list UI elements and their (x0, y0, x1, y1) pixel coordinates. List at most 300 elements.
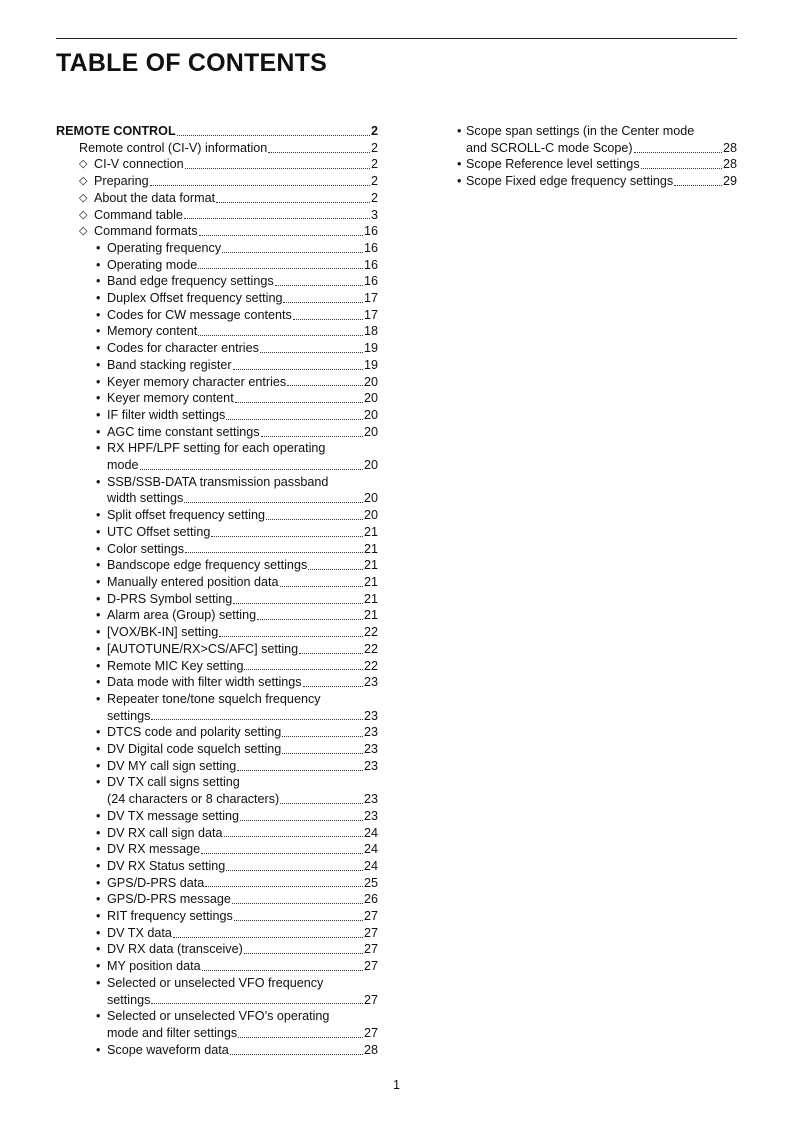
bullet-icon: • (96, 424, 101, 439)
toc-entry-page: 20 (363, 407, 378, 422)
toc-entry[interactable] (56, 474, 378, 507)
toc-entry-body (97, 574, 378, 591)
toc-entry-body (97, 541, 378, 558)
toc-entry[interactable] (56, 440, 378, 473)
dot-leader (287, 385, 363, 386)
toc-entry-page: 23 (363, 758, 378, 773)
toc-entry-page: 23 (363, 675, 378, 690)
toc-entry[interactable] (56, 424, 378, 441)
dot-leader (151, 719, 363, 720)
toc-entry[interactable] (56, 524, 378, 541)
toc-entry-line (107, 741, 378, 758)
toc-entry-title: GPS/D-PRS message (107, 892, 231, 907)
dot-leader (303, 686, 363, 687)
toc-entry[interactable] (56, 607, 378, 624)
dot-leader (198, 268, 363, 269)
dot-leader (268, 152, 370, 153)
toc-entry[interactable] (56, 758, 378, 775)
toc-entry-body (97, 507, 378, 524)
toc-entry-title: Split offset frequency setting (107, 508, 265, 523)
toc-entry[interactable] (56, 357, 378, 374)
toc-entry-title: Scope Reference level settings (466, 157, 640, 172)
toc-entry-body (79, 190, 378, 207)
toc-entry-title: UTC Offset setting (107, 524, 211, 539)
bullet-icon: • (96, 875, 101, 890)
toc-entry-title: Keyer memory content (107, 391, 234, 406)
bullet-icon: • (96, 675, 101, 690)
toc-entry-line (107, 273, 378, 290)
dot-leader (257, 619, 363, 620)
toc-entry-line (107, 908, 378, 925)
toc-entry[interactable] (56, 257, 378, 274)
toc-entry-title: DV RX message (107, 842, 201, 857)
toc-entry-line (107, 825, 378, 842)
toc-entry-page: 22 (363, 658, 378, 673)
dot-leader (641, 168, 722, 169)
toc-entry-title: Duplex Offset frequency setting (107, 291, 283, 306)
toc-entry-title: DV RX call sign data (107, 825, 223, 840)
toc-entry-title: IF filter width settings (107, 407, 226, 422)
toc-entry[interactable] (56, 1042, 378, 1059)
toc-entry-body (97, 257, 378, 274)
toc-entry-page: 23 (363, 808, 378, 823)
dot-leader (244, 669, 363, 670)
toc-entry-page: 21 (363, 608, 378, 623)
bullet-icon: • (96, 975, 101, 990)
toc-entry-line (107, 875, 378, 892)
toc-entry-body (456, 123, 737, 156)
toc-entry-title: Command table (94, 207, 183, 222)
toc-entry-line (107, 307, 378, 324)
toc-entry-line (466, 173, 737, 190)
toc-entry-line (56, 123, 378, 140)
toc-entry-title: Color settings (107, 541, 184, 556)
dot-leader (244, 953, 363, 954)
toc-entry[interactable] (56, 624, 378, 641)
dot-leader (280, 803, 363, 804)
toc-entry-body (97, 841, 378, 858)
bullet-icon: • (96, 658, 101, 673)
dot-leader (299, 653, 363, 654)
toc-entry-body (97, 1008, 378, 1041)
toc-entry-body (97, 975, 378, 1008)
bullet-icon: • (96, 842, 101, 857)
toc-entry-body (97, 908, 378, 925)
toc-entry-title: Alarm area (Group) setting (107, 608, 257, 623)
dot-leader (237, 770, 363, 771)
toc-entry-title: Codes for CW message contents (107, 307, 292, 322)
toc-entry[interactable] (56, 340, 378, 357)
toc-entry-body (79, 140, 378, 157)
toc-entry-first-line: RX HPF/LPF setting for each operating (107, 441, 326, 456)
toc-entry[interactable] (56, 323, 378, 340)
toc-entry[interactable] (56, 691, 378, 724)
dot-leader (280, 586, 363, 587)
toc-entry-page: 2 (370, 174, 378, 189)
toc-entry-line (107, 624, 378, 641)
toc-entry-first-line: Repeater tone/tone squelch frequency (107, 691, 321, 706)
toc-entry[interactable] (56, 858, 378, 875)
toc-entry-line (107, 574, 378, 591)
dot-leader (185, 168, 370, 169)
toc-entry-page: 2 (370, 190, 378, 205)
bullet-icon: • (96, 608, 101, 623)
dot-leader (283, 302, 363, 303)
toc-entry-line (107, 240, 378, 257)
toc-entry-first-line: Selected or unselected VFO frequency (107, 975, 324, 990)
toc-entry-body (97, 825, 378, 842)
dot-leader (150, 185, 370, 186)
toc-entry-page: 23 (363, 725, 378, 740)
dot-leader (260, 352, 363, 353)
toc-entry[interactable] (56, 658, 378, 675)
toc-entry-line (107, 507, 378, 524)
toc-entry-line (107, 257, 378, 274)
dot-leader (634, 152, 722, 153)
bullet-icon: • (96, 1042, 101, 1057)
toc-entry-line (107, 607, 378, 624)
dot-leader (282, 753, 363, 754)
toc-entry-title: About the data format (94, 190, 216, 205)
toc-entry-line (107, 290, 378, 307)
toc-entry-body (97, 591, 378, 608)
toc-entry-body (97, 273, 378, 290)
toc-entry-body (97, 474, 378, 507)
toc-entry[interactable] (56, 390, 378, 407)
dot-leader (177, 135, 370, 136)
toc-entry-title: mode (107, 458, 139, 473)
toc-entry[interactable] (56, 541, 378, 558)
toc-entry-line (107, 808, 378, 825)
dot-leader (201, 853, 363, 854)
toc-entry[interactable] (56, 190, 378, 207)
toc-entry-page: 22 (363, 625, 378, 640)
toc-entry-body (97, 741, 378, 758)
toc-entry[interactable] (56, 123, 378, 140)
diamond-bullet-icon: ◇ (79, 158, 88, 171)
toc-entry-page: 2 (370, 140, 378, 155)
toc-entry-page: 28 (722, 140, 737, 155)
toc-entry-page: 21 (363, 591, 378, 606)
toc-entry-title: Bandscope edge frequency settings (107, 558, 308, 573)
toc-entry-title: Band edge frequency settings (107, 274, 274, 289)
dot-leader (205, 886, 363, 887)
toc-entry[interactable] (56, 641, 378, 658)
toc-entry[interactable] (56, 724, 378, 741)
toc-entry-line (79, 140, 378, 157)
toc-entry-title: Command formats (94, 224, 198, 239)
dot-leader (233, 603, 363, 604)
toc-entry-line (107, 641, 378, 658)
bullet-icon: • (96, 257, 101, 272)
dot-leader (261, 436, 363, 437)
toc-entry-title: Scope Fixed edge frequency settings (466, 174, 674, 189)
toc-entry-body (97, 424, 378, 441)
dot-leader (173, 937, 363, 938)
toc-entry-body (97, 407, 378, 424)
toc-entry-line (107, 323, 378, 340)
toc-entry-page: 20 (363, 458, 378, 473)
toc-entry-title: Preparing (94, 174, 149, 189)
toc-entry-line (107, 891, 378, 908)
toc-entry-line (107, 958, 378, 975)
toc-entry[interactable] (56, 156, 378, 173)
toc-entry-body (97, 374, 378, 391)
toc-entry-title: DV TX data (107, 925, 172, 940)
toc-entry-body (97, 390, 378, 407)
toc-entry-title: AGC time constant settings (107, 424, 260, 439)
bullet-icon: • (457, 124, 462, 138)
bullet-icon: • (96, 357, 101, 372)
toc-entry-title: MY position data (107, 959, 201, 974)
bullet-icon: • (96, 291, 101, 306)
dot-leader (226, 419, 363, 420)
bullet-icon: • (96, 240, 101, 255)
dot-leader (238, 1037, 363, 1038)
toc-entry-line (107, 390, 378, 407)
diamond-bullet-icon: ◇ (79, 175, 88, 188)
toc-entry-body (97, 641, 378, 658)
toc-entry-page: 26 (363, 892, 378, 907)
toc-entry[interactable] (456, 173, 737, 190)
bullet-icon: • (96, 641, 101, 656)
bullet-icon: • (96, 407, 101, 422)
dot-leader (151, 1003, 363, 1004)
dot-leader (140, 469, 363, 470)
toc-entry-page: 20 (363, 374, 378, 389)
toc-entry-page: 19 (363, 357, 378, 372)
toc-entry-page: 2 (370, 124, 378, 138)
toc-entry-body (97, 290, 378, 307)
bullet-icon: • (96, 825, 101, 840)
toc-entry-line (107, 357, 378, 374)
toc-entry-title: CI-V connection (94, 157, 184, 172)
toc-entry[interactable] (56, 825, 378, 842)
toc-entry[interactable] (56, 207, 378, 224)
toc-entry-body (97, 925, 378, 942)
toc-entry-line (107, 941, 378, 958)
toc-entry-page: 20 (363, 491, 378, 506)
toc-entry-first-line: DV TX call signs setting (107, 775, 240, 790)
dot-leader (674, 185, 722, 186)
toc-entry-page: 21 (363, 574, 378, 589)
toc-entry-body (97, 758, 378, 775)
toc-left-column (56, 123, 378, 1058)
toc-entry-title: mode and filter settings (107, 1025, 238, 1040)
page-title: TABLE OF CONTENTS (56, 49, 327, 77)
toc-entry-page: 27 (363, 1025, 378, 1040)
toc-entry[interactable] (56, 975, 378, 1008)
toc-entry[interactable] (56, 841, 378, 858)
toc-entry-line (107, 557, 378, 574)
dot-leader (233, 369, 363, 370)
bullet-icon: • (96, 474, 101, 489)
toc-entry-body (456, 156, 737, 173)
toc-entry[interactable] (456, 123, 737, 156)
toc-entry-body (97, 1042, 378, 1059)
dot-leader (216, 202, 370, 203)
toc-entry[interactable] (56, 273, 378, 290)
toc-entry-title: Data mode with filter width settings (107, 675, 302, 690)
toc-entry[interactable] (56, 140, 378, 157)
toc-entry-title: Band stacking register (107, 357, 232, 372)
toc-entry-page: 19 (363, 341, 378, 356)
toc-entry-title: DV TX message setting (107, 808, 240, 823)
toc-entry[interactable] (56, 875, 378, 892)
toc-entry[interactable] (56, 557, 378, 574)
bullet-icon: • (96, 742, 101, 757)
toc-entry-title: DV MY call sign setting (107, 758, 237, 773)
toc-entry[interactable] (56, 173, 378, 190)
toc-entry-body (97, 557, 378, 574)
toc-entry-page: 21 (363, 558, 378, 573)
toc-entry-title: Remote control (CI-V) information (79, 140, 268, 155)
bullet-icon: • (457, 174, 462, 189)
toc-entry[interactable] (56, 240, 378, 257)
toc-entry[interactable] (56, 574, 378, 591)
toc-entry-body (97, 357, 378, 374)
bullet-icon: • (96, 758, 101, 773)
toc-entry-line (107, 1025, 378, 1042)
toc-entry-page: 27 (363, 992, 378, 1007)
toc-entry-title: DV Digital code squelch setting (107, 742, 282, 757)
toc-entry-title: DTCS code and polarity setting (107, 725, 282, 740)
dot-leader (308, 569, 363, 570)
toc-entry[interactable] (56, 507, 378, 524)
toc-entry-page: 28 (722, 157, 737, 172)
toc-entry-line (466, 156, 737, 173)
toc-entry-page: 24 (363, 825, 378, 840)
toc-entry-body (79, 223, 378, 240)
toc-entry-title: width settings (107, 491, 184, 506)
diamond-bullet-icon: ◇ (79, 191, 88, 204)
toc-entry-page: 23 (363, 708, 378, 723)
toc-entry-title: Remote MIC Key setting (107, 658, 244, 673)
toc-entry-line (94, 173, 378, 190)
toc-entry-page: 20 (363, 391, 378, 406)
toc-entry-line (107, 791, 378, 808)
toc-entry-line (107, 490, 378, 507)
toc-entry-page: 22 (363, 641, 378, 656)
bullet-icon: • (96, 374, 101, 389)
bullet-icon: • (96, 558, 101, 573)
toc-entry-page: 24 (363, 858, 378, 873)
toc-entry-title: [AUTOTUNE/RX>CS/AFC] setting (107, 641, 299, 656)
toc-entry-line (107, 457, 378, 474)
toc-entry-page: 16 (363, 240, 378, 255)
dot-leader (184, 502, 363, 503)
dot-leader (282, 736, 363, 737)
toc-entry-line (107, 524, 378, 541)
toc-entry[interactable] (56, 223, 378, 240)
dot-leader (185, 552, 363, 553)
bullet-icon: • (96, 574, 101, 589)
toc-entry-line (107, 841, 378, 858)
dot-leader (222, 252, 363, 253)
toc-entry-body (97, 958, 378, 975)
toc-entry-line (107, 1042, 378, 1059)
toc-entry-line (107, 424, 378, 441)
toc-entry-page: 23 (363, 742, 378, 757)
toc-entry[interactable] (56, 808, 378, 825)
toc-entry[interactable] (56, 407, 378, 424)
toc-entry-first-line: Selected or unselected VFO’s operating (107, 1009, 330, 1024)
dot-leader (232, 903, 363, 904)
toc-entry-body (97, 875, 378, 892)
toc-entry[interactable] (56, 591, 378, 608)
bullet-icon: • (96, 441, 101, 456)
toc-entry-line (107, 758, 378, 775)
toc-entry-title: Manually entered position data (107, 574, 279, 589)
toc-entry[interactable] (456, 156, 737, 173)
toc-entry-page: 27 (363, 942, 378, 957)
toc-entry-page: 25 (363, 875, 378, 890)
toc-entry-title: Scope waveform data (107, 1042, 229, 1057)
toc-entry-body (97, 624, 378, 641)
toc-entry-title: settings (107, 992, 151, 1007)
toc-entry-body (97, 524, 378, 541)
bullet-icon: • (96, 324, 101, 339)
dot-leader (219, 636, 363, 637)
toc-entry-line (107, 407, 378, 424)
toc-entry[interactable] (56, 741, 378, 758)
toc-entry-body (97, 808, 378, 825)
toc-entry[interactable] (56, 908, 378, 925)
toc-entry[interactable] (56, 774, 378, 807)
dot-leader (199, 235, 363, 236)
bullet-icon: • (96, 508, 101, 523)
toc-entry[interactable] (56, 290, 378, 307)
toc-entry-line (94, 190, 378, 207)
toc-entry-title: DV RX data (transceive) (107, 942, 243, 957)
toc-entry-line (94, 207, 378, 224)
toc-entry-line (94, 156, 378, 173)
toc-entry-title: (24 characters or 8 characters) (107, 792, 280, 807)
toc-entry-body (97, 858, 378, 875)
toc-entry[interactable] (56, 958, 378, 975)
toc-entry[interactable] (56, 674, 378, 691)
bullet-icon: • (96, 808, 101, 823)
toc-entry-line (107, 591, 378, 608)
toc-entry-line (107, 541, 378, 558)
bullet-icon: • (96, 775, 101, 790)
bullet-icon: • (96, 959, 101, 974)
toc-entry-page: 20 (363, 424, 378, 439)
toc-entry-page: 23 (363, 792, 378, 807)
toc-entry[interactable] (56, 1008, 378, 1041)
dot-leader (293, 319, 363, 320)
toc-entry-title: Memory content (107, 324, 198, 339)
toc-entry[interactable] (56, 891, 378, 908)
toc-entry[interactable] (56, 925, 378, 942)
toc-right-column (456, 123, 737, 190)
toc-entry-body (79, 207, 378, 224)
toc-entry[interactable] (56, 307, 378, 324)
toc-entry[interactable] (56, 374, 378, 391)
toc-entry-page: 20 (363, 508, 378, 523)
toc-entry-body (79, 173, 378, 190)
toc-entry-page: 16 (363, 224, 378, 239)
toc-entry-line (107, 374, 378, 391)
dot-leader (224, 836, 363, 837)
bullet-icon: • (96, 625, 101, 640)
toc-entry-page: 18 (363, 324, 378, 339)
bullet-icon: • (96, 341, 101, 356)
toc-entry-title: Keyer memory character entries (107, 374, 287, 389)
toc-entry[interactable] (56, 941, 378, 958)
bullet-icon: • (96, 725, 101, 740)
toc-entry-title: D-PRS Symbol setting (107, 591, 233, 606)
